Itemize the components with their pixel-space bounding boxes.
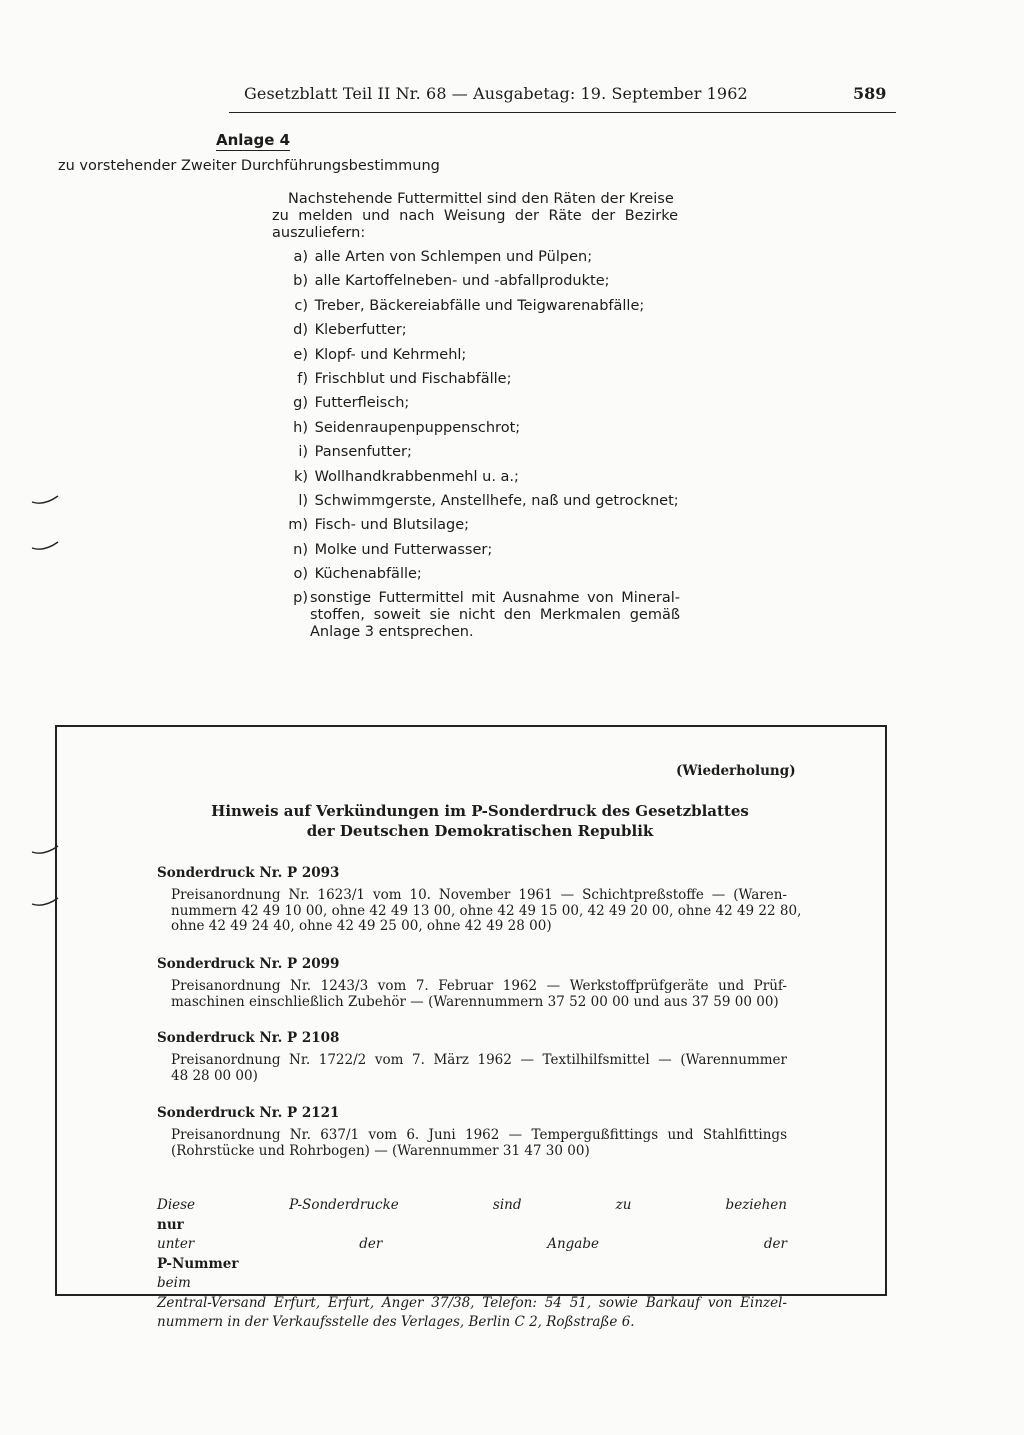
list-item xyxy=(272,371,682,395)
item-label: p) xyxy=(293,590,308,607)
item-label: e) xyxy=(293,346,308,363)
item-text: Klopf- und Kehrmehl; xyxy=(314,346,467,363)
list-item xyxy=(272,469,682,493)
anlage-subtitle: zu vorstehender Zweiter Durchführungsbestimmung xyxy=(58,158,440,174)
note-emphasis: P-Nummer xyxy=(157,1255,239,1272)
sonderdruck-heading: Sonderdruck Nr. P 2121 xyxy=(157,1105,340,1121)
body-line: (Rohrstücke und Rohrbogen) — (Warennummer 31 47 30 00) xyxy=(171,1142,590,1159)
list-item xyxy=(272,444,682,468)
list-item xyxy=(272,347,682,371)
body-line: maschinen einschließlich Zubehör — (Warennummern 37 52 00 00 und aus 37 59 00 00) xyxy=(171,993,779,1010)
note-line xyxy=(157,1196,787,1294)
item-text: Pansenfutter; xyxy=(314,444,412,461)
item-label: o) xyxy=(293,566,308,583)
item-label: k) xyxy=(293,468,308,485)
list-item xyxy=(272,322,682,346)
item-text: Schwimmgerste, Anstellhefe, naß und getrocknet; xyxy=(314,492,679,509)
sonderdruck-body xyxy=(171,887,802,935)
body-line: ohne 42 49 24 40, ohne 42 49 25 00, ohne 42 49 28 00) xyxy=(171,918,552,934)
body-line: 48 28 00 00) xyxy=(171,1067,258,1084)
notice-title-line: der Deutschen Demokratischen Republik xyxy=(306,822,654,840)
item-text: alle Kartoffelneben- und -abfallprodukte; xyxy=(314,273,610,290)
item-text: Fisch- und Blutsilage; xyxy=(314,517,470,534)
note-emphasis: nur xyxy=(157,1216,184,1233)
anlage-title: Anlage 4 xyxy=(216,131,291,149)
item-label: g) xyxy=(293,395,308,412)
header-rule xyxy=(229,112,896,113)
item-line: sonstige Futtermittel mit Ausnahme von Mineral- xyxy=(310,590,680,607)
body-line: Preisanordnung Nr. 637/1 vom 6. Juni 1962 — Tempergußfittings und Stahlfittings xyxy=(171,1127,787,1143)
item-text: Futterfleisch; xyxy=(314,395,410,412)
list-item xyxy=(272,298,682,322)
repeat-label: (Wiederholung) xyxy=(676,763,796,779)
item-line: Anlage 3 entsprechen. xyxy=(310,624,474,641)
sonderdruck-heading: Sonderdruck Nr. P 2108 xyxy=(157,1030,340,1046)
notice-title xyxy=(150,801,810,841)
item-label: c) xyxy=(294,297,308,314)
item-text: Kleberfutter; xyxy=(314,322,407,339)
notice-title-line: Hinweis auf Verkündungen im P-Sonderdruck des Gesetzblattes xyxy=(211,802,749,820)
list-item xyxy=(272,493,682,517)
item-label: f) xyxy=(297,370,308,387)
list-item xyxy=(272,273,682,297)
item-label: m) xyxy=(288,517,308,534)
body-line: Preisanordnung Nr. 1243/3 vom 7. Februar 1962 — Werkstoffprüfgeräte und Prüf- xyxy=(171,978,787,994)
item-text: Küchenabfälle; xyxy=(314,566,422,583)
item-label: i) xyxy=(298,444,308,461)
item-text: Seidenraupenpuppenschrot; xyxy=(314,419,521,436)
running-header: Gesetzblatt Teil II Nr. 68 — Ausgabetag: 19. September 1962 xyxy=(244,84,748,103)
list-item xyxy=(272,420,682,444)
intro-line: Nachstehende Futtermittel sind den Räten der Kreise xyxy=(288,191,674,207)
intro-paragraph xyxy=(272,191,678,242)
ordering-note xyxy=(157,1196,787,1333)
list-item xyxy=(272,395,682,419)
intro-line: auszuliefern: xyxy=(272,225,366,241)
body-line: Preisanordnung Nr. 1623/1 vom 10. November 1961 — Schichtpreßstoffe — (Waren- xyxy=(171,887,787,903)
item-label: l) xyxy=(298,492,308,509)
note-text: Diese P-Sonderdrucke sind zu beziehen xyxy=(157,1197,787,1213)
list-item xyxy=(272,566,682,590)
item-text: Wollhandkrabbenmehl u. a.; xyxy=(314,468,519,485)
item-text xyxy=(310,590,680,641)
margin-marks xyxy=(28,840,64,920)
item-label: n) xyxy=(293,541,308,558)
item-label: h) xyxy=(293,419,308,436)
note-line: Zentral-Versand Erfurt, Erfurt, Anger 37/38, Telefon: 54 51, sowie Barkauf von Einzel- xyxy=(157,1294,787,1311)
sonderdruck-heading: Sonderdruck Nr. P 2093 xyxy=(157,865,340,881)
item-label: b) xyxy=(293,273,308,290)
note-text: beim xyxy=(157,1275,191,1291)
item-line: stoffen, soweit sie nicht den Merkmalen gemäß xyxy=(310,607,680,624)
item-label: a) xyxy=(293,249,308,265)
item-text: Frischblut und Fischabfälle; xyxy=(314,370,512,387)
body-line: nummern 42 49 10 00, ohne 42 49 13 00, ohne 42 49 15 00, 42 49 20 00, ohne 42 49 22 80, xyxy=(171,902,802,919)
sonderdruck-body xyxy=(171,1128,787,1159)
body-line: Preisanordnung Nr. 1722/2 vom 7. März 1962 — Textilhilfsmittel — (Warennummer xyxy=(171,1052,787,1068)
item-text: Molke und Futterwasser; xyxy=(314,541,493,558)
list-item xyxy=(272,249,682,273)
list-item xyxy=(272,517,682,541)
sonderdruck-body xyxy=(171,1053,787,1084)
intro-line: zu melden und nach Weisung der Räte der Bezirke xyxy=(272,208,678,224)
list-item xyxy=(272,590,682,641)
feed-list xyxy=(272,249,682,641)
list-item xyxy=(272,542,682,566)
page-number: 589 xyxy=(853,84,887,103)
note-text: unter der Angabe der xyxy=(157,1236,787,1252)
margin-marks xyxy=(28,490,64,570)
item-text: Treber, Bäckereiabfälle und Teigwarenabfälle; xyxy=(314,297,645,314)
item-label: d) xyxy=(293,322,308,339)
item-text: alle Arten von Schlempen und Pülpen; xyxy=(314,249,593,265)
sonderdruck-heading: Sonderdruck Nr. P 2099 xyxy=(157,956,340,972)
note-line: nummern in der Verkaufsstelle des Verlages, Berlin C 2, Roßstraße 6. xyxy=(157,1314,635,1330)
sonderdruck-body xyxy=(171,979,787,1010)
